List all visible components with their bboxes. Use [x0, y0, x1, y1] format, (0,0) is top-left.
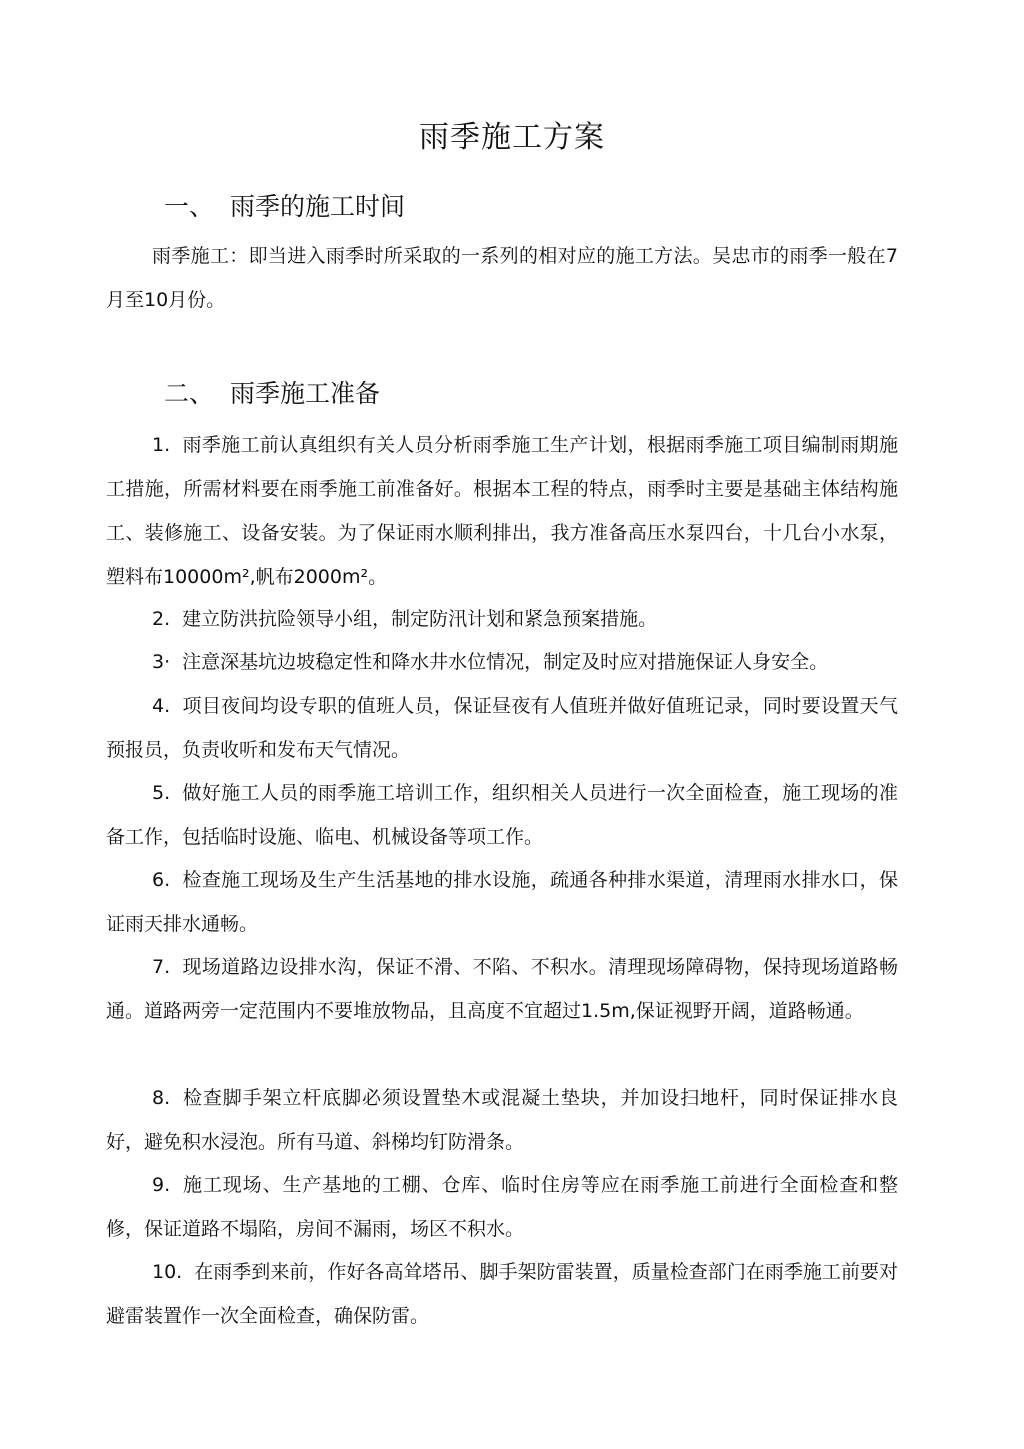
document-title: 雨季施工方案: [419, 120, 605, 155]
list-item-text: 建立防洪抗险领导小组，制定防汛计划和紧急预案措施。: [182, 608, 658, 630]
list-item-number: 5.: [152, 782, 171, 804]
list-item-number: 9.: [152, 1174, 171, 1196]
list-item-number: 1.: [152, 434, 171, 456]
list-item: [106, 597, 898, 641]
list-item-text: 检查脚手架立杆底脚必须设置垫木或混凝土垫块，并加设扫地杆，同时保证排水良好，避免积水浸泡。所有马道、斜梯均钉防滑条。: [106, 1087, 898, 1153]
list-item-text: 检查施工现场及生产生活基地的排水设施，疏通各种排水渠道，清理雨水排水口，保证雨天排水通畅。: [106, 869, 898, 935]
list-item-number: 10.: [152, 1261, 183, 1283]
section-number: 二、: [164, 379, 215, 408]
list-item: [106, 1163, 898, 1251]
list-item-text: 施工现场、生产基地的工棚、仓库、临时住房等应在雨季施工前进行全面检查和整修，保证道路不塌陷，房间不漏雨，场区不积水。: [106, 1174, 898, 1240]
list-item-text: 注意深基坑边坡稳定性和降水井水位情况，制定及时应对措施保证人身安全。: [182, 651, 829, 673]
list-item-text: 在雨季到来前，作好各高耸塔吊、脚手架防雷装置，质量检查部门在雨季施工前要对避雷装置作一次全面检查，确保防雷。: [106, 1261, 898, 1327]
list-item: [106, 771, 898, 859]
list-item: [106, 1076, 898, 1164]
list-item: [106, 423, 898, 599]
list-item-number: 6.: [152, 869, 171, 891]
list-item-text: 做好施工人员的雨季施工培训工作，组织相关人员进行一次全面检查，施工现场的准备工作，包括临时设施、临电、机械设备等项工作。: [106, 782, 898, 848]
list-item-number: 7.: [152, 956, 171, 978]
list-item-number: 2.: [152, 608, 171, 630]
section-heading-text: 雨季施工准备: [230, 379, 381, 408]
list-item-text: 雨季施工前认真组织有关人员分析雨季施工生产计划，根据雨季施工项目编制雨期施工措施，所需材料要在雨季施工前准备好。根据本工程的特点，雨季时主要是基础主体结构施工、装修施工、设备安装。为了保证雨水顺利排出，我方准备高压水泵四台，十几台小水泵，塑料布10000m²,帆布2000m²。: [106, 434, 898, 588]
section-heading-text: 雨季的施工时间: [230, 192, 406, 221]
list-item-number: 3·: [152, 651, 171, 673]
list-item-text: 现场道路边设排水沟，保证不滑、不陷、不积水。清理现场障碍物，保持现场道路畅通。道路两旁一定范围内不要堆放物品，且高度不宜超过1.5m,保证视野开阔，道路畅通。: [106, 956, 898, 1022]
section-number: 一、: [164, 192, 215, 221]
list-item: [106, 684, 898, 772]
list-item-number: 4.: [152, 695, 171, 717]
section-heading-1: [164, 189, 405, 225]
list-item-number: 8.: [152, 1087, 171, 1109]
intro-paragraph: 雨季施工：即当进入雨季时所采取的一系列的相对应的施工方法。吴忠市的雨季一般在7月至10月份。: [106, 245, 898, 311]
list-item: [106, 945, 898, 1033]
section-heading-2: [164, 376, 380, 412]
list-item-text: 项目夜间均设专职的值班人员，保证昼夜有人值班并做好值班记录，同时要设置天气预报员，负责收听和发布天气情况。: [106, 695, 898, 761]
list-item: [106, 640, 898, 684]
list-item: [106, 1250, 898, 1338]
list-item: [106, 858, 898, 946]
